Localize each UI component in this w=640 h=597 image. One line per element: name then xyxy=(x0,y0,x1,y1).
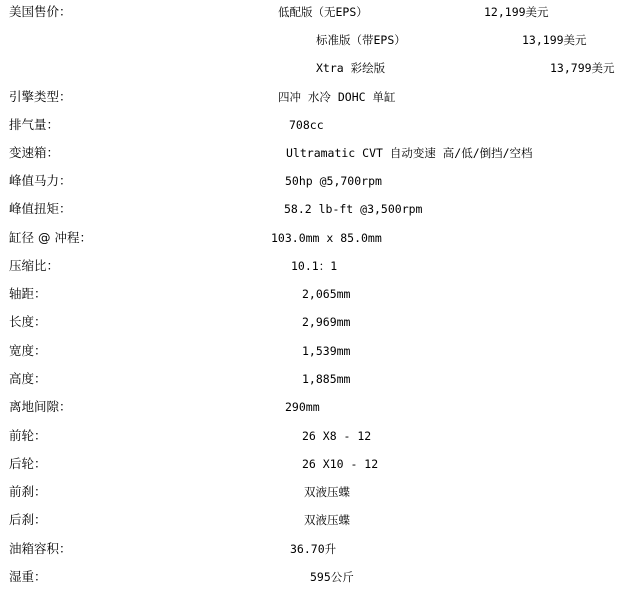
spec-wet-weight-label: 湿重： xyxy=(9,569,47,584)
spec-rear-tire-label: 后轮： xyxy=(9,456,47,471)
spec-rear-brake-value: 双液压蝶 xyxy=(304,513,350,527)
spec-front-tire-value: 26 X8 - 12 xyxy=(302,429,372,443)
price-tier-price: 13,799美元 xyxy=(550,61,615,75)
spec-width-label: 宽度： xyxy=(9,343,47,358)
spec-torque-value: 58.2 lb-ft @3,500rpm xyxy=(284,202,423,216)
spec-compression-value: 10.1：1 xyxy=(291,259,338,273)
spec-length-label: 长度： xyxy=(9,314,47,329)
spec-wheelbase-value: 2,065mm xyxy=(302,287,351,301)
spec-bore-stroke-label: 缸径 @ 冲程： xyxy=(9,230,92,245)
spec-ground-clearance-value: 290mm xyxy=(285,400,320,414)
price-tier-price: 13,199美元 xyxy=(522,33,587,47)
spec-height-label: 高度： xyxy=(9,371,47,386)
price-tier-name: Xtra 彩绘版 xyxy=(316,61,386,75)
spec-displacement-label: 排气量： xyxy=(9,117,60,132)
price-tier-name: 低配版（无EPS） xyxy=(278,5,368,19)
spec-rear-brake-label: 后刹： xyxy=(9,512,47,527)
spec-bore-stroke-value: 103.0mm x 85.0mm xyxy=(271,231,382,245)
spec-engine-label: 引擎类型： xyxy=(9,89,72,104)
spec-wheelbase-label: 轴距： xyxy=(9,286,47,301)
spec-engine-value: 四冲 水冷 DOHC 单缸 xyxy=(278,90,396,104)
spec-width-value: 1,539mm xyxy=(302,344,351,358)
spec-ground-clearance-label: 离地间隙： xyxy=(9,399,72,414)
spec-front-tire-label: 前轮： xyxy=(9,428,47,443)
spec-displacement-value: 708cc xyxy=(289,118,324,132)
spec-transmission-label: 变速箱： xyxy=(9,145,60,160)
spec-front-brake-label: 前刹： xyxy=(9,484,47,499)
spec-front-brake-value: 双液压蝶 xyxy=(304,485,350,499)
price-label: 美国售价： xyxy=(9,4,72,19)
spec-transmission-value: Ultramatic CVT 自动变速 高/低/倒挡/空档 xyxy=(286,146,533,160)
price-tier-name: 标准版（带EPS） xyxy=(316,33,406,47)
spec-horsepower-value: 50hp @5,700rpm xyxy=(285,174,382,188)
spec-length-value: 2,969mm xyxy=(302,315,351,329)
spec-wet-weight-value: 595公斤 xyxy=(310,570,354,584)
price-tier-price: 12,199美元 xyxy=(484,5,549,19)
spec-torque-label: 峰值扭矩： xyxy=(9,201,72,216)
spec-rear-tire-value: 26 X10 - 12 xyxy=(302,457,379,471)
spec-fuel-capacity-label: 油箱容积： xyxy=(9,541,72,556)
spec-horsepower-label: 峰值马力： xyxy=(9,173,72,188)
spec-fuel-capacity-value: 36.70升 xyxy=(290,542,337,556)
spec-compression-label: 压缩比： xyxy=(9,258,60,273)
spec-height-value: 1,885mm xyxy=(302,372,351,386)
